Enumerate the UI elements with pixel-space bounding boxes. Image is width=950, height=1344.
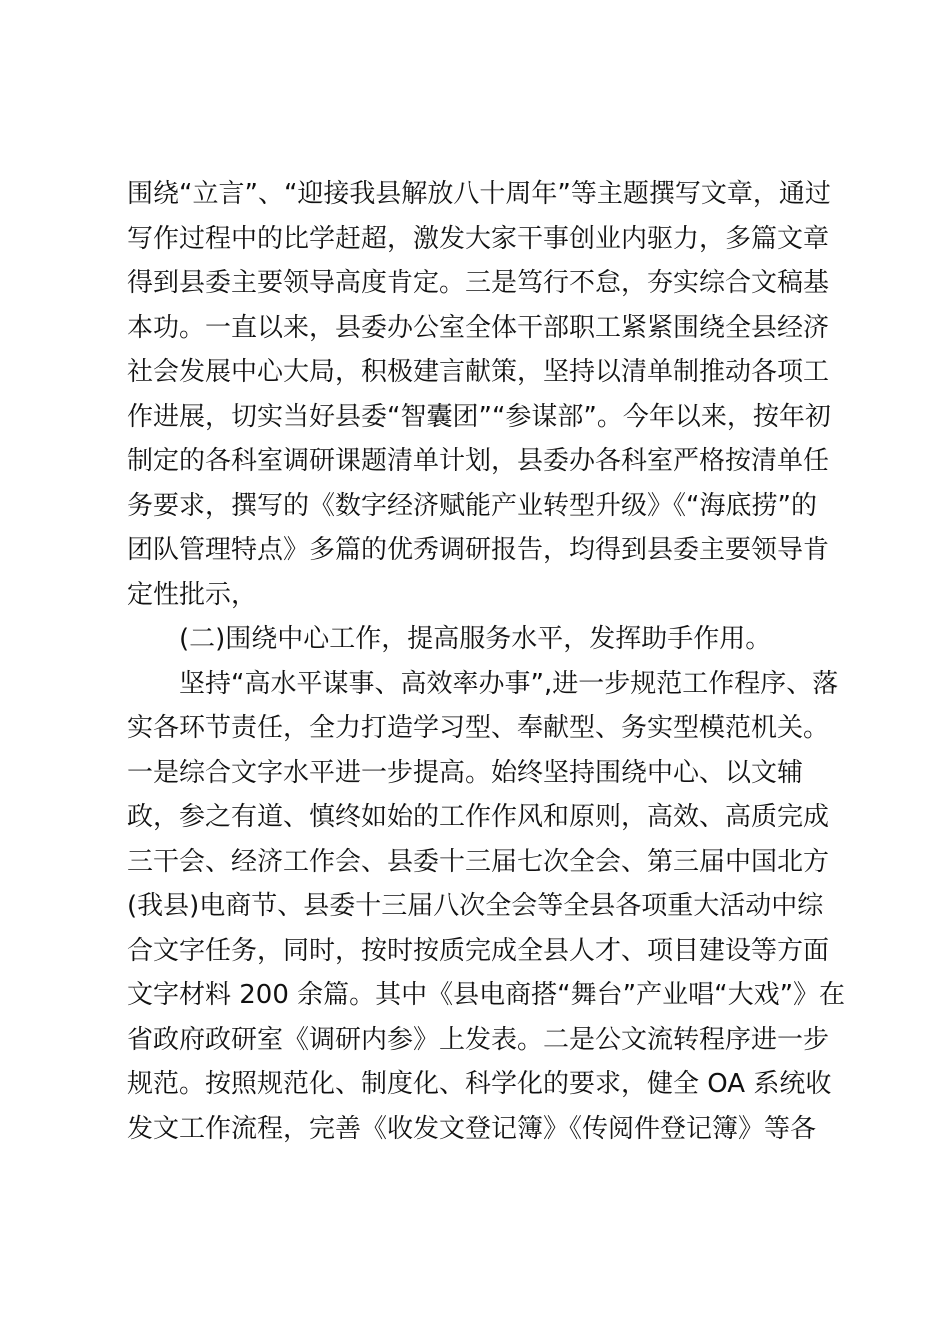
paragraph-1-line: 围绕“立言”、“迎接我县解放八十周年”等主题撰写文章，通过: [127, 179, 831, 209]
paragraph-1-line: 得到县委主要领导高度肯定。三是笃行不怠，夯实综合文稿基: [127, 268, 830, 298]
paragraph-1-line: 团队管理特点》多篇的优秀调研报告，均得到县委主要领导肯: [127, 535, 830, 565]
paragraph-1-line: 社会发展中心大局，积极建言献策，坚持以清单制推动各项工: [127, 357, 830, 387]
paragraph-2-line: 一是综合文字水平进一步提高。始终坚持围绕中心、以文辅: [127, 757, 804, 788]
paragraph-1-line: 本功。一直以来，县委办公室全体干部职工紧紧围绕全县经济: [127, 312, 830, 343]
section-heading: (二)围绕中心工作，提高服务水平，发挥助手作用。: [179, 624, 772, 654]
paragraph-2-line: 省政府政研室《调研内参》上发表。二是公文流转程序进一步: [127, 1024, 830, 1055]
paragraph-2-line: 三干会、经济工作会、县委十三届七次全会、第三届中国北方: [127, 846, 830, 877]
paragraph-2-line: 发文工作流程，完善《收发文登记簿》《传阅件登记簿》等各: [127, 1113, 817, 1144]
document-body: [127, 172, 846, 1151]
paragraph-1-line: 写作过程中的比学赶超，激发大家干事创业内驱力，多篇文章: [127, 223, 830, 254]
paragraph-2-line: 合文字任务，同时，按时按质完成全县人才、项目建设等方面: [127, 935, 830, 966]
paragraph-2-line: 文字材料 200 余篇。其中《县电商搭“舞台”产业唱“大戏”》在: [127, 980, 846, 1010]
paragraph-2-line: (我县)电商节、县委十三届八次全会等全县各项重大活动中综: [127, 891, 824, 921]
paragraph-1-line: 作进展，切实当好县委“智囊团”“参谋部”。今年以来，按年初: [127, 401, 831, 432]
paragraph-2-line: 坚持“高水平谋事、高效率办事”,进一步规范工作程序、落: [179, 668, 839, 699]
paragraph-1-line: 定性批示，: [127, 579, 258, 610]
paragraph-1-line: 制定的各科室调研课题清单计划，县委办各科室严格按清单任: [127, 446, 830, 476]
paragraph-2-line: 实各环节责任，全力打造学习型、奉献型、务实型模范机关。: [127, 713, 830, 743]
paragraph-2-line: 规范。按照规范化、制度化、科学化的要求，健全 OA 系统收: [127, 1069, 832, 1099]
paragraph-1-line: 务要求，撰写的《数字经济赋能产业转型升级》《“海底捞”的: [127, 490, 817, 521]
paragraph-2-line: 政，参之有道、慎终如始的工作作风和原则，高效、高质完成: [127, 802, 830, 832]
